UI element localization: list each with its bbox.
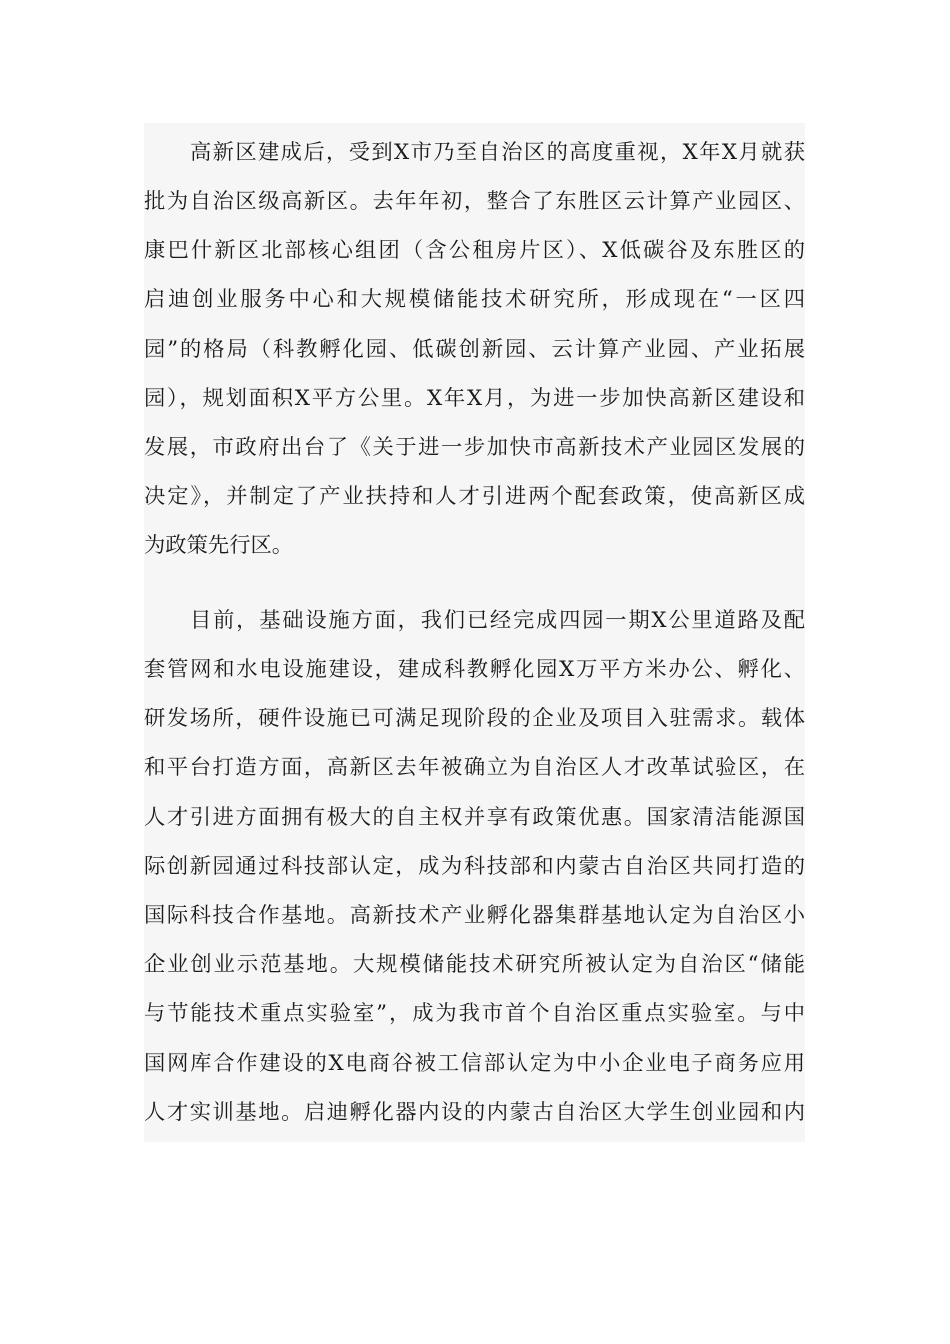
paragraph-1-line-6: 园），规划面积X平方公里。X年X月，为进一步加快高新区建设和 [144, 386, 805, 411]
paragraph-2-line-11: 人才实训基地。启迪孵化器内设的内蒙古自治区大学生创业园和内 [144, 1100, 805, 1125]
paragraph-1-line-7: 发展，市政府出台了《关于进一步加快市高新技术产业园区发展的 [144, 435, 805, 460]
paragraph-1-line-3: 康巴什新区北部核心组团（含公租房片区）、X低碳谷及东胜区的 [144, 238, 805, 263]
paragraph-1-line-9: 为政策先行区。 [144, 533, 294, 558]
paragraph-2-line-10: 国网库合作建设的X电商谷被工信部认定为中小企业电子商务应用 [144, 1051, 805, 1076]
paragraph-2-line-8: 企业创业示范基地。大规模储能技术研究所被认定为自治区“储能 [144, 952, 805, 977]
paragraph-2-line-3: 研发场所，硬件设施已可满足现阶段的企业及项目入驻需求。载体 [144, 706, 805, 731]
paragraph-2-line-4: 和平台打造方面，高新区去年被确立为自治区人才改革试验区，在 [144, 755, 805, 780]
paragraph-1-line-2: 批为自治区级高新区。去年年初，整合了东胜区云计算产业园区、 [144, 189, 805, 214]
paragraph-2-line-6: 际创新园通过科技部认定，成为科技部和内蒙古自治区共同打造的 [144, 854, 805, 879]
paragraph-2-line-1: 目前，基础设施方面，我们已经完成四园一期X公里道路及配 [190, 608, 805, 633]
paragraph-2-line-2: 套管网和水电设施建设，建成科教孵化园X万平方米办公、孵化、 [144, 657, 805, 682]
paragraph-2-line-9: 与节能技术重点实验室”，成为我市首个自治区重点实验室。与中 [144, 1001, 805, 1026]
paragraph-2-line-7: 国际科技合作基地。高新技术产业孵化器集群基地认定为自治区小 [144, 903, 805, 928]
paragraph-1-line-5: 园”的格局（科教孵化园、低碳创新园、云计算产业园、产业拓展 [144, 337, 805, 362]
paragraph-1-line-1: 高新区建成后，受到X市乃至自治区的高度重视，X年X月就获 [190, 140, 805, 165]
paragraph-1-line-8: 决定》，并制定了产业扶持和人才引进两个配套政策，使高新区成 [144, 484, 805, 509]
document-text-block [144, 123, 805, 1142]
paragraph-1-line-4: 启迪创业服务中心和大规模储能技术研究所，形成现在“一区四 [144, 287, 805, 312]
paragraph-2-line-5: 人才引进方面拥有极大的自主权并享有政策优惠。国家清洁能源国 [144, 805, 805, 830]
